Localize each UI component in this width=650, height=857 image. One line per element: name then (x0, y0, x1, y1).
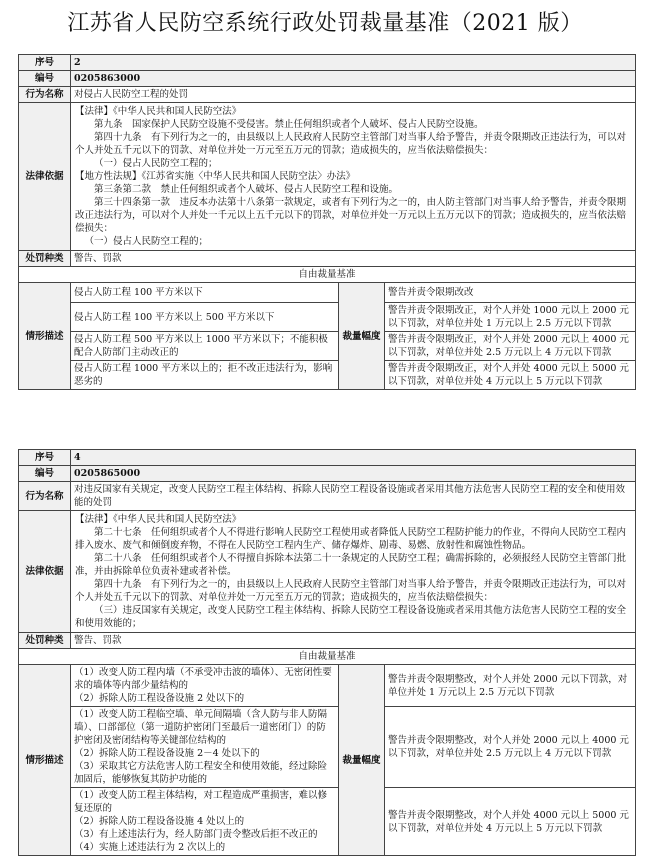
basis-line: 第二十七条 任何组织或者个人不得进行影响人民防空工程使用或者降低人民防空工程防护能力的作业，不得向人民防空工程内排入废水、废气和倾倒废弃物，不得在人民防空工程内生产、储存爆炸、剧毒、易燃、放射性和腐蚀性物品。 (75, 527, 627, 551)
behavior-label: 行为名称 (19, 482, 71, 511)
situation-item (71, 707, 339, 788)
basis-line: 第二十八条 任何组织或者个人不得擅自拆除本法第二十一条规定的人民防空工程；确需拆除的，必须报经人民防空主管部门批准，并由拆除单位负责补建或者补偿。 (75, 553, 627, 577)
penalty-type-label: 处罚种类 (19, 633, 71, 649)
situation-label: 情形描述 (19, 283, 71, 390)
basis-line: 【法律】《中华人民共和国人民防空法》 (75, 106, 242, 117)
basis-line: （一）侵占人民防空工程的； (84, 236, 209, 247)
record-table-2 (18, 449, 636, 856)
range-label: 裁量幅度 (339, 283, 385, 390)
range-item: 警告并责令限期改正，对个人并处 2000 元以上 4000 元以下罚款，对单位并处 2.5 万元以上 4 万元以下罚款 (385, 332, 636, 361)
range-item: 警告并责令限期改正，对个人并处 1000 元以上 2000 元以下罚款，对单位并处 1 万元以上 2.5 万元以下罚款 (385, 303, 636, 332)
code-value: 0205863000 (71, 71, 636, 87)
code-value: 0205865000 (71, 466, 636, 482)
behavior-label: 行为名称 (19, 87, 71, 103)
discretion-header: 自由裁量基准 (19, 649, 636, 665)
situation-line: （1）改变人防工程临空墙、单元间隔墙（含人防与非人防隔墙）、口部部位（第一道防护密闭门至最后一道密闭门）的防护密闭及密闭结构等关键部位结构的 (74, 709, 328, 746)
basis-line: 第四十九条 有下列行为之一的，由县级以上人民政府人民防空主管部门对当事人给予警告，并责令限期改正违法行为，可以对个人并处五千元以下的罚款、对单位并处一万元至五万元的罚款；造成损失的，应当依法赔偿损失： (75, 579, 627, 603)
range-item: 警告并责令限期整改，对个人并处 2000 元以上 4000 元以下罚款，对单位并处 2.5 万元以上 4 万元以下罚款 (385, 707, 636, 788)
situation-label: 情形描述 (19, 665, 71, 856)
basis-label: 法律依据 (19, 511, 71, 633)
basis-text (71, 511, 636, 633)
code-label: 编号 (19, 466, 71, 482)
basis-label: 法律依据 (19, 103, 71, 251)
basis-line: 【法律】《中华人民共和国人民防空法》 (75, 514, 242, 525)
situation-line: （3）采取其它方法危害人防工程安全和使用效能，经过除险加固后，能够恢复其防护功能的 (74, 761, 328, 785)
seq-label: 序号 (19, 55, 71, 71)
situation-item: 侵占人防工程 100 平方米以下 (71, 283, 339, 303)
situation-item (71, 665, 339, 707)
situation-item: 侵占人防工程 1000 平方米以上的；拒不改正违法行为，影响恶劣的 (71, 361, 339, 390)
basis-line: （三）违反国家有关规定，改变人民防空工程主体结构、拆除人民防空工程设备设施或者采用其他方法危害人民防空工程的安全和使用效能的； (75, 605, 627, 629)
range-item: 警告并责令限期改改 (385, 283, 636, 303)
document-title: 江苏省人民防空系统行政处罚裁量基准（2021 版） (67, 11, 583, 36)
behavior-value: 对违反国家有关规定，改变人民防空工程主体结构、拆除人民防空工程设备设施或者采用其他方法危害人民防空工程的安全和使用效能的处罚 (71, 482, 636, 511)
situation-line: （1）改变人防工程主体结构，对工程造成严重损害，难以修复还原的 (74, 790, 328, 814)
seq-value: 2 (71, 55, 636, 71)
record-table-1 (18, 54, 636, 390)
basis-line: （一）侵占人民防空工程的； (94, 158, 218, 169)
situation-line: （4）实施上述违法行为 2 次以上的 (74, 842, 226, 853)
situation-line: （2）拆除人防工程设备设施 2 处以下的 (74, 693, 245, 704)
penalty-type-label: 处罚种类 (19, 251, 71, 267)
code-label: 编号 (19, 71, 71, 87)
situation-item: 侵占人防工程 500 平方米以上 1000 平方米以下；不能积极配合人防部门主动改正的 (71, 332, 339, 361)
basis-line: 第四十九条 有下列行为之一的，由县级以上人民政府人民防空主管部门对当事人给予警告，并责令限期改正违法行为，可以对个人并处五千元以下的罚款、对单位并处一万元至五万元的罚款；造成损失的，应当依法赔偿损失： (75, 132, 627, 156)
range-item: 警告并责令限期整改，对个人并处 4000 元以上 5000 元以下罚款，对单位并处 4 万元以上 5 万元以下罚款 (385, 788, 636, 856)
seq-value: 4 (71, 450, 636, 466)
penalty-type-value: 警告、罚款 (71, 633, 636, 649)
basis-line: 第九条 国家保护人民防空设施不受侵害。禁止任何组织或者个人破坏、侵占人民防空设施。 (94, 119, 484, 130)
range-item: 警告并责令限期整改，对个人并处 2000 元以下罚款，对单位并处 1 万元以上 2.5 万元以下罚款 (385, 665, 636, 707)
range-item: 警告并责令限期改正，对个人并处 4000 元以上 5000 元以下罚款，对单位并处 4 万元以上 5 万元以下罚款 (385, 361, 636, 390)
situation-line: （2）拆除人防工程设备设施 2－4 处以下的 (74, 748, 260, 759)
basis-line: 第三条第二款 禁止任何组织或者个人破坏、侵占人民防空工程和设施。 (94, 184, 399, 195)
basis-line: 【地方性法规】《江苏省实施〈中华人民共和国人民防空法〉办法》 (75, 171, 356, 182)
discretion-header: 自由裁量基准 (19, 267, 636, 283)
basis-text (71, 103, 636, 251)
situation-item: 侵占人防工程 100 平方米以上 500 平方米以下 (71, 303, 339, 332)
basis-line: 第三十四条第一款 违反本办法第十八条第一款规定，或者有下列行为之一的，由人防主管部门对当事人给予警告，并责令限期改正违法行为，可以对个人并处一千元以上五千元以下的罚款，对单位并处一万元以上五万元以下的罚款；造成损失的，应当依法赔偿损失： (75, 197, 627, 234)
range-label: 裁量幅度 (339, 665, 385, 856)
penalty-type-value: 警告、罚款 (71, 251, 636, 267)
situation-line: （2）拆除人防工程设备设施 4 处以上的 (74, 816, 245, 827)
situation-line: （3）有上述违法行为，经人防部门责令整改后拒不改正的 (74, 829, 318, 840)
situation-item (71, 788, 339, 856)
seq-label: 序号 (19, 450, 71, 466)
behavior-value: 对侵占人民防空工程的处罚 (71, 87, 636, 103)
situation-line: （1）改变人防工程内墙（不承受冲击波的墙体）、无密闭性要求的墙体等内部少量结构的 (74, 667, 332, 691)
